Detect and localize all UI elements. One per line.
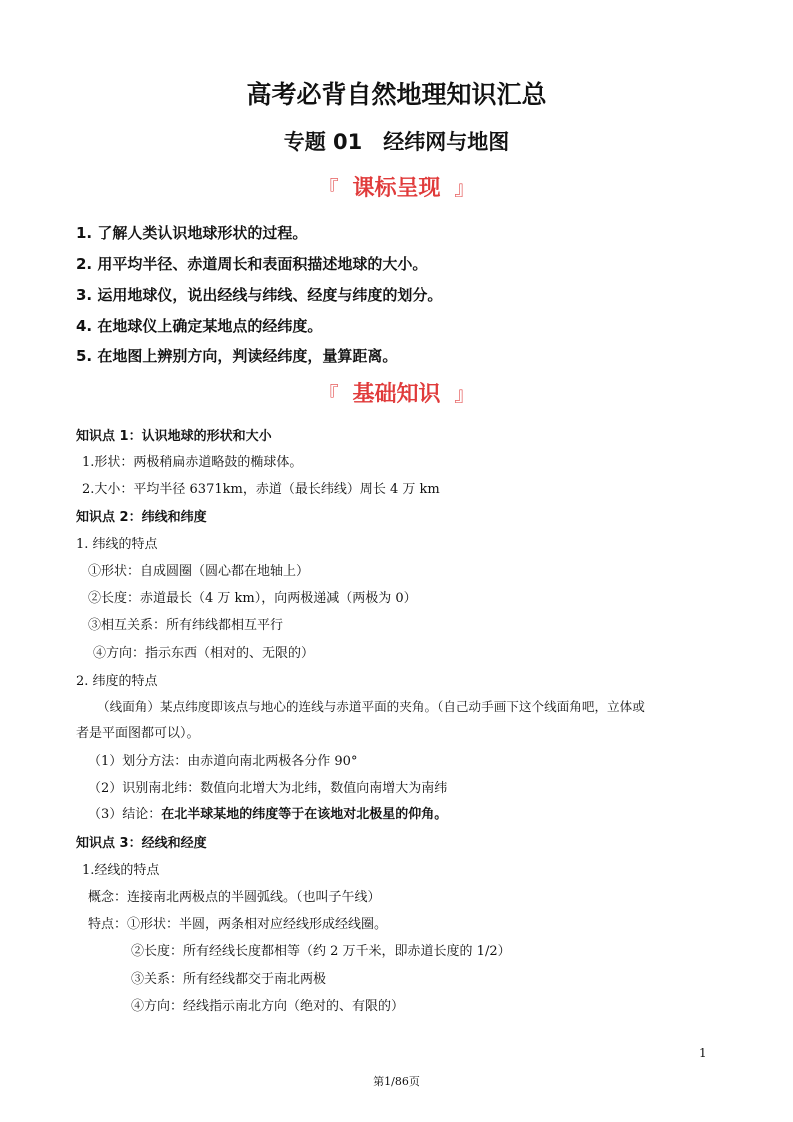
text-line: ④方向：指示东西（相对的、无限的） bbox=[93, 646, 315, 661]
section-label: 课标呈现 bbox=[352, 176, 441, 201]
knowledge-point-heading: 知识点 3：经线和经度 bbox=[76, 836, 207, 851]
section-heading-basics bbox=[0, 384, 793, 406]
text-line: ④方向：经线指示南北方向（绝对的、有限的） bbox=[131, 999, 405, 1014]
standard-item: 1. 了解人类认识地球形状的过程。 bbox=[76, 224, 308, 242]
text-line: 1.经线的特点 bbox=[82, 863, 160, 878]
text-line: 2.大小：平均半径 6371km，赤道（最长纬线）周长 4 万 km bbox=[82, 482, 440, 497]
bold-conclusion: 在北半球某地的纬度等于在该地对北极星的仰角。 bbox=[161, 807, 448, 822]
text-line: 1.形状：两极稍扁赤道略鼓的椭球体。 bbox=[82, 455, 303, 470]
bracket-close: 』 bbox=[454, 176, 475, 200]
text-line: 2. 纬度的特点 bbox=[76, 674, 158, 689]
standard-item: 5. 在地图上辨别方向，判读经纬度，量算距离。 bbox=[76, 347, 398, 365]
standard-item: 4. 在地球仪上确定某地点的经纬度。 bbox=[76, 317, 323, 335]
text-line: （线面角）某点纬度即该点与地心的连线与赤道平面的夹角。（自己动手画下这个线面角吧，立体或 bbox=[97, 699, 645, 714]
section-label: 基础知识 bbox=[352, 382, 441, 407]
text-line bbox=[88, 808, 447, 821]
text-line bbox=[88, 918, 387, 931]
text-line: ③相互关系：所有纬线都相互平行 bbox=[88, 618, 284, 633]
text-line: （2）识别南北纬：数值向北增大为北纬，数值向南增大为南纬 bbox=[88, 781, 448, 796]
page-number: 1 bbox=[699, 1046, 707, 1060]
page-footer: 第1/86页 bbox=[373, 1075, 420, 1088]
text-line: ①形状：自成圆圈（圆心都在地轴上） bbox=[88, 564, 310, 579]
text-line: 者是平面图都可以）。 bbox=[76, 726, 200, 741]
text-line: 1. 纬线的特点 bbox=[76, 537, 158, 552]
text-line: ②长度：赤道最长（4 万 km），向两极递减（两极为 0） bbox=[88, 591, 417, 606]
text-prefix: （3）结论： bbox=[88, 807, 162, 822]
document-title: 高考必背自然地理知识汇总 bbox=[246, 80, 547, 109]
text-prefix: 特点： bbox=[88, 917, 128, 932]
text-line: ③关系：所有经线都交于南北两极 bbox=[131, 972, 327, 987]
bracket-open: 『 bbox=[318, 176, 339, 200]
document-subtitle: 专题 01 经纬网与地图 bbox=[283, 130, 510, 154]
knowledge-point-heading: 知识点 1：认识地球的形状和大小 bbox=[76, 429, 272, 444]
bracket-close: 』 bbox=[454, 382, 475, 406]
standard-item: 2. 用平均半径、赤道周长和表面积描述地球的大小。 bbox=[76, 255, 428, 273]
text-line: （1）划分方法：由赤道向南北两极各分作 90° bbox=[88, 754, 358, 769]
feature-item: ①形状：半圆，两条相对应经线形成经线圈。 bbox=[127, 917, 388, 932]
text-line: ②长度：所有经线长度都相等（约 2 万千米，即赤道长度的 1/2） bbox=[131, 944, 511, 959]
knowledge-point-heading: 知识点 2：纬线和纬度 bbox=[76, 510, 207, 525]
text-line: 概念：连接南北两极点的半圆弧线。（也叫子午线） bbox=[88, 890, 381, 905]
bracket-open: 『 bbox=[318, 382, 339, 406]
standard-item: 3. 运用地球仪，说出经线与纬线、经度与纬度的划分。 bbox=[76, 286, 443, 304]
section-heading-standards bbox=[0, 178, 793, 200]
